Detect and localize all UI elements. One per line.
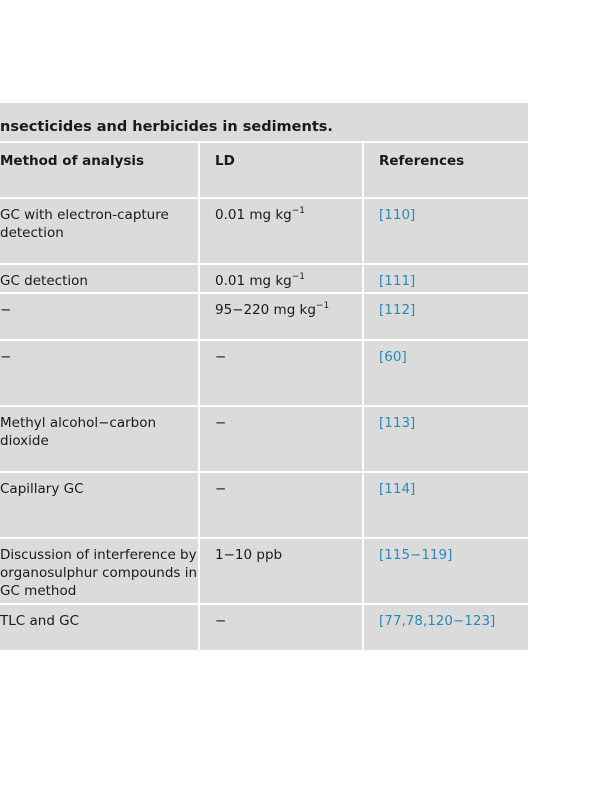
reference-cell bbox=[363, 293, 528, 340]
reference-cell bbox=[363, 264, 528, 293]
ld-cell bbox=[199, 406, 363, 472]
ld-value: − bbox=[215, 613, 227, 629]
ld-cell bbox=[199, 472, 363, 538]
ld-cell bbox=[199, 538, 363, 604]
reference-link[interactable]: [111] bbox=[379, 273, 416, 289]
method-cell: GC with electron-capture detection bbox=[0, 198, 199, 264]
reference-cell bbox=[363, 472, 528, 538]
reference-cell bbox=[363, 198, 528, 264]
ld-cell bbox=[199, 293, 363, 340]
table-row bbox=[0, 340, 528, 406]
reference-cell bbox=[363, 538, 528, 604]
ld-value: − bbox=[215, 349, 227, 365]
ld-value: − bbox=[215, 481, 227, 497]
method-column-header: Method of analysis bbox=[0, 143, 199, 198]
table-row bbox=[0, 604, 528, 650]
ld-cell bbox=[199, 340, 363, 406]
ld-value: 1−10 ppb bbox=[215, 547, 283, 563]
method-cell: GC detection bbox=[0, 264, 199, 293]
method-cell: − bbox=[0, 293, 199, 340]
ld-cell bbox=[199, 604, 363, 650]
reference-link[interactable]: [113] bbox=[379, 415, 416, 431]
table-row bbox=[0, 293, 528, 340]
method-cell: TLC and GC bbox=[0, 613, 80, 629]
reference-link[interactable]: [110] bbox=[379, 207, 416, 223]
table-caption: nsecticides and herbicides in sediments. bbox=[0, 103, 528, 143]
method-cell: Methyl alcohol−carbon dioxide bbox=[0, 406, 199, 472]
references-column-header: References bbox=[363, 143, 528, 198]
table-row bbox=[0, 472, 528, 538]
ld-value: 95−220 mg kg bbox=[215, 302, 316, 318]
ld-value: − bbox=[215, 415, 227, 431]
reference-cell bbox=[363, 406, 528, 472]
reference-link[interactable]: [114] bbox=[379, 481, 416, 497]
ld-cell bbox=[199, 198, 363, 264]
ld-column-header: LD bbox=[199, 143, 363, 198]
method-cell: Capillary GC bbox=[0, 472, 199, 538]
reference-link[interactable]: [77,78,120−123] bbox=[379, 613, 496, 629]
ld-unit-exponent: −1 bbox=[291, 272, 306, 282]
method-cell: Discussion of interference by organosulphur compounds in GC method bbox=[0, 538, 199, 604]
table-row bbox=[0, 538, 528, 604]
reference-link[interactable]: [112] bbox=[379, 302, 416, 318]
data-table bbox=[0, 143, 528, 650]
header-row bbox=[0, 143, 528, 198]
ld-cell bbox=[199, 264, 363, 293]
sediment-analysis-table bbox=[0, 103, 528, 650]
ld-value: 0.01 mg kg bbox=[215, 207, 292, 223]
ld-unit-exponent: −1 bbox=[315, 301, 330, 311]
reference-cell bbox=[363, 604, 528, 650]
table-row bbox=[0, 198, 528, 264]
table-row bbox=[0, 264, 528, 293]
reference-link[interactable]: [60] bbox=[379, 349, 407, 365]
ld-unit-exponent: −1 bbox=[291, 206, 306, 216]
ld-value: 0.01 mg kg bbox=[215, 273, 292, 289]
method-cell: − bbox=[0, 340, 199, 406]
reference-cell bbox=[363, 340, 528, 406]
reference-link[interactable]: [115−119] bbox=[379, 547, 453, 563]
table-row bbox=[0, 406, 528, 472]
